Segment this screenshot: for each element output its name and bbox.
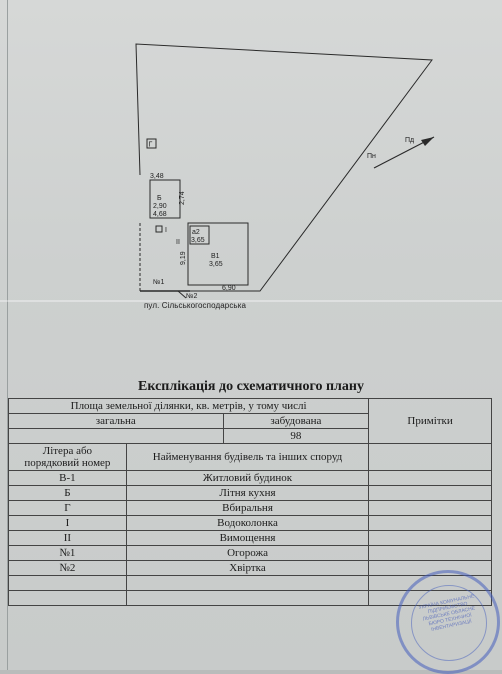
row-name: Водоколонка (126, 516, 368, 531)
label-g: Г (148, 141, 153, 149)
table-row (9, 561, 492, 576)
letter-header-line2: порядковий номер (24, 457, 111, 469)
row-name: Вбиральня (126, 501, 368, 516)
letter-header-line1: Літера або (42, 445, 93, 457)
gate-mark (178, 291, 186, 298)
label-roman-ii: II (176, 239, 180, 246)
label-roman-i: I (165, 227, 167, 234)
stamp-text: УКРАЇНА КОМУНАЛЬНЕ ПІДПРИЄМСТВО ЛЬВІВСЬКЕ ОБЛАСНЕ БЮРО ТЕХНІЧНОЇ ІНВЕНТАРИЗАЦІЇ (418, 593, 476, 633)
row-note (369, 501, 492, 516)
label-n1: №1 (153, 279, 165, 286)
total-label: загальна (9, 414, 224, 429)
north-arrow-head (421, 137, 434, 146)
row-code: Б (9, 486, 127, 501)
area-b1: 3,65 (209, 261, 223, 268)
built-value: 98 (223, 429, 369, 444)
built-label: забудована (223, 414, 369, 429)
letter-header (9, 444, 127, 471)
label-pd: Пд (405, 137, 415, 144)
empty-code-cell (9, 576, 127, 591)
row-code: ІІ (9, 531, 127, 546)
empty-name-cell (126, 576, 368, 591)
row-code: №2 (9, 561, 127, 576)
table-row (9, 471, 492, 486)
row-name: Житловий будинок (126, 471, 368, 486)
explication-table (8, 398, 492, 606)
label-b: Б (157, 195, 162, 202)
label-pn: Пн (367, 153, 376, 160)
dim-b-side: 2,74 (179, 191, 186, 205)
dim-b-top: 3,48 (150, 173, 164, 180)
row-code: І (9, 516, 127, 531)
row-name: Вимощення (126, 531, 368, 546)
row-note (369, 546, 492, 561)
area-a2: 3,65 (191, 237, 205, 244)
name-header: Найменування будівель та інших споруд (126, 444, 368, 471)
table-row (9, 516, 492, 531)
notes-cell (369, 444, 492, 471)
row-name: Літня кухня (126, 486, 368, 501)
document-title: Експлікація до схематичного плану (138, 379, 364, 394)
row-name: Огорожа (126, 546, 368, 561)
row-code: Г (9, 501, 127, 516)
label-a2: а2 (192, 229, 200, 236)
row-code: №1 (9, 546, 127, 561)
dim-left: 9,19 (180, 251, 187, 265)
dim-b-bottom: 4,68 (153, 211, 167, 218)
street-name: пул. Сільськогосподарська (144, 301, 247, 310)
total-value (9, 429, 224, 444)
row-code: В-1 (9, 471, 127, 486)
area-b: 2,90 (153, 203, 167, 210)
table-row (9, 546, 492, 561)
row-note (369, 486, 492, 501)
row-name: Хвіртка (126, 561, 368, 576)
table-row (9, 486, 492, 501)
notes-header: Примітки (369, 399, 492, 444)
empty-name-cell (126, 591, 368, 606)
table-row (9, 501, 492, 516)
table-row (9, 531, 492, 546)
water-column (156, 226, 162, 232)
empty-code-cell (9, 591, 127, 606)
label-n2: №2 (186, 293, 198, 300)
row-note (369, 516, 492, 531)
official-stamp (396, 570, 500, 674)
area-header: Площа земельної ділянки, кв. метрів, у тому числі (9, 399, 369, 414)
row-note (369, 471, 492, 486)
dim-bottom: 6,90 (222, 285, 236, 292)
label-b1: В1 (211, 253, 220, 260)
site-plan (0, 0, 502, 330)
row-note (369, 531, 492, 546)
